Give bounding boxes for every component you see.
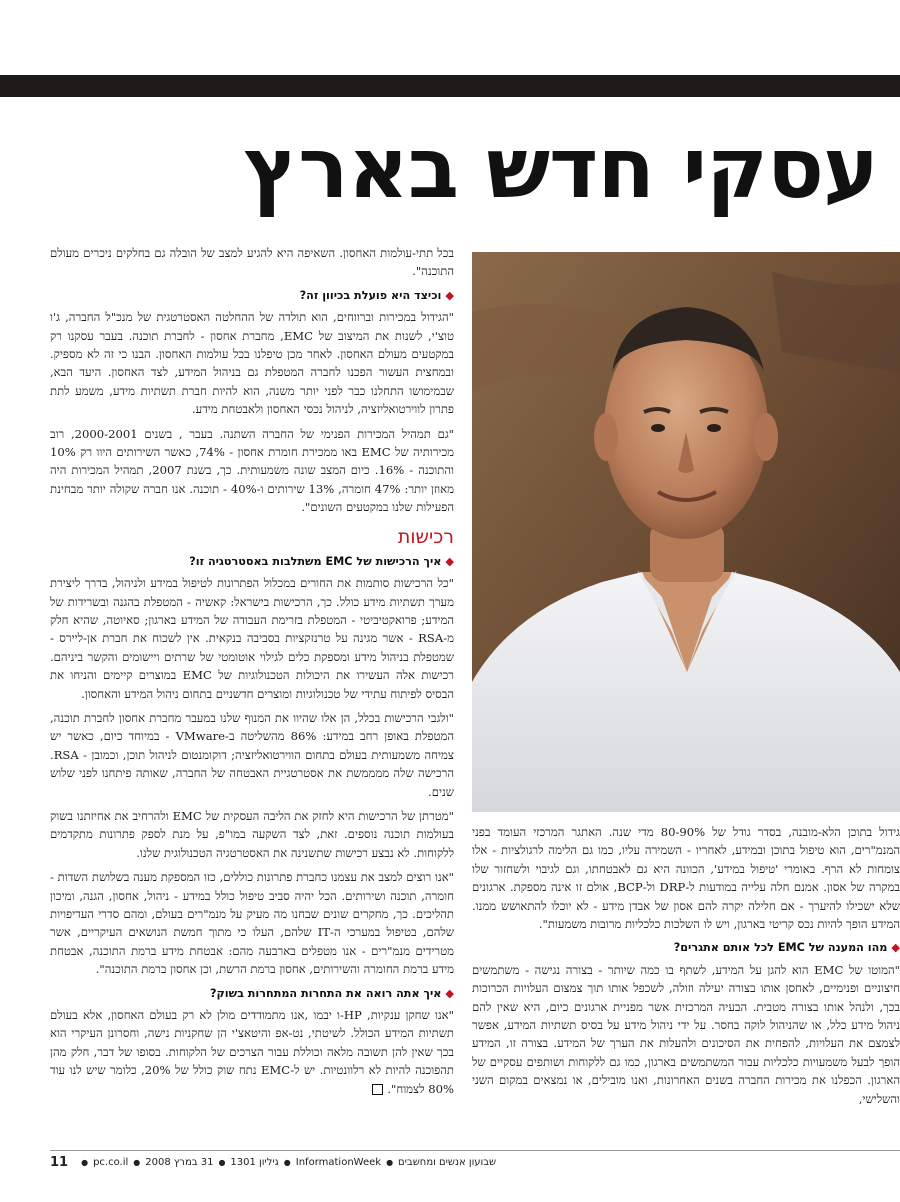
- portrait-illustration: [472, 252, 900, 812]
- paragraph: "ולגבי הרכישות בכלל, הן אלו שהיוו את המנוף שלנו במעבר מחברת אחסון לחברת תוכנה, המטפלת באופן רחב במידע: 86% מהשליטה ב-VMware - במיוחד כיום, כאשר יש צמיחה משמעותית בעולם בתחום הווירטואליזציה; דוקומנטום לניהול תוכן, וכמובן - RSA. הרכישה שלה ממממשת את אסטרטגיית האבטחה של החברה, שאותה פיתחנו לפני שלוש שנים.: [50, 710, 454, 799]
- bullet-separator-icon: ●: [133, 1157, 141, 1167]
- diamond-bullet-icon: ◆: [445, 986, 454, 1000]
- left-column: [50, 244, 454, 1142]
- paragraph: בכל תתי-עולמות האחסון. השאיפה היא להגיע למצב של הובלה גם בחלקים ניכרים מעולם התוכנה".: [50, 246, 454, 279]
- diamond-bullet-icon: ◆: [445, 288, 454, 302]
- page-footer: [50, 1150, 900, 1174]
- question: ◆וכיצד היא פועלת בכיוון זה?: [299, 288, 454, 302]
- right-column: [472, 823, 900, 1141]
- bullet-separator-icon: ●: [386, 1157, 394, 1167]
- paragraph: גידול בתוכן הלא-מובנה, בסדר גודל של 80-90% מדי שנה. האתגר המרכזי העומד בפני המנמ"רים, הוא טיפול בתוכן ובמידע, לאחריו - השמירה עליו, כמו גם הלימה לרגולציות - אלו צומחות לא הרף. באומרי 'טיפול במידע', הכוונה היא גם לאבטחתו, וגם לגיבוי ולשחזור שלו במקרה של אסון. אמנם חלה עלייה במודעות ל-DRP ול-BCP, אולם זו אינה מספקת. ארגונים שלא ישכילו להיערך - אם חלילה יקרה להם אסון של אבדן מידע - לא יוכלו להתאושש ממנו. המידע הופך להיות נכס קריטי בארגון, ויש לו השלכות כלכליות מרובות משמעות".: [472, 825, 900, 932]
- issue-date: 31 במרץ 2008: [145, 1156, 214, 1168]
- paragraph: "כל הרכישות סותמות את החורים במכלול הפתרונות לטיפול במידע ולניהול, בדרך ליצירת מערך תשתיות מידע כולל. כך, הרכישות בישראל: קאשיה - המטפלת בהגנה ובשרידות של המידע; פרואקטיביטי - המטפלת בזרימת העבודה של המידע בארגון; סאיוטה, שהיא חלק מ-RSA - אשר מגינה על טרנזקציות בסביבה בנקאית. אין לשכוח את חברת אן-ליירס - שמטפלת בניהול מידע ומספקת כלים לגילוי אוטומטי של שרתים ויישומים והקשר ביניהם. רכישות אלה העשירו את היכולות הטכנולוגיות של EMC במוצרים קיימים והניחו את הבסיס לפיתוח עתידי של טכנולוגיות ומוצרים חדשניים בתחום ניהול המידע והאחסון.: [50, 576, 454, 701]
- end-of-article-icon: [372, 1084, 383, 1095]
- brand-name: InformationWeek: [295, 1156, 382, 1168]
- portrait-photo: [472, 252, 900, 812]
- bullet-separator-icon: ●: [81, 1157, 89, 1167]
- paragraph: "אנו שחקן ענקיות, HP-ו יבמו ,אנו מתמודדים מולן לא רק בעולם האחסון, אלא בעולם תשתיות המידע הכולל. לשיטתי, נט-אפ והיטאצ'י הן שחקניות נישה, וחסרונן העיקרי הוא בכך שאין להן תשובה מלאה וכוללת עבור הצרכים של הלקוחות. בסופו של דבר, חלק מהן תהפוכנה להיות לא רלוונטיות. יש ל-EMC נתח שוק כולל של 20%, כלומר שיש לנו עוד 80% לצמוח".: [50, 1008, 454, 1096]
- paragraph: "מטרתן של הרכישות היא לחזק את הליבה העסקית של EMC ולהרחיב את אחיזתנו בשוק בעולמות תוכנה נוספים. זאת, לצד השקעה במו"פ, על מנת לספק פתרונות מתקדמים ללקוחות. לא נבצע רכישות שתשנינה את האסטרטגיה הטכנולוגית שלנו.: [50, 808, 454, 860]
- paragraph: "אנו רוצים למצב את עצמנו כחברת פתרונות כוללים, כזו המספקת מענה בשלושת השדות - חומרה, תוכנה ושירותים. הכל יהיה סביב טיפול כולל במידע - ניהול, אחסון, הגנה, ומיכון תהליכים. כך, מחקרים שונים שבחנו מה מעיק על מנמ"רים בעולם, ומהם סדרי העדיפויות שלהם, בטיפול במערכי ה-IT שלהם, העלו כי מתוך חמשת הנושאים העיקריים, אשר מטרידים מנמ"רים - אנו מטפלים בארבעה מהם: אבטחת מידע ברמת התוכנה, אבטחת מידע ברמת החומרה והשירותים, אחסון ברמת הרשת, וכן אחסון ברמת התוכנה".: [50, 870, 454, 977]
- diamond-bullet-icon: ◆: [891, 941, 900, 955]
- header-bar: [0, 75, 900, 97]
- publication-name: שבועון אנשים ומחשבים: [398, 1156, 497, 1168]
- page-number: 11: [50, 1154, 69, 1170]
- paragraph: "הגידול במכירות וברווחים, הוא תולדה של ההחלטה האסטרטגית של מנכ"ל החברה, ג'ו טוצ'י, לשנות את המיצוב של EMC, מחברת אחסון - לחברת תוכנה. בעבר עסקנו רק במקטעים מעולם האחסון. לאחר מכן טיפלנו בכל עולמות האחסון. הבנו כי זה לא מספיק. ובמחצית העשור הפכנו לחברה המטפלת גם בניהול המידע, לצד האחסון. היעד הבא, שבמימושו התחלנו כבר לפני יותר משנה, הוא להיות חברת תשתיות מידע, משמע לתת פתרון לווירטואליזציה, לניהול נכסי האחסון ולאבטחת מידע.: [50, 310, 454, 417]
- paragraph: "גם תמהיל המכירות הפנימי של החברה השתנה. בעבר , בשנים 2000-2001, רוב מכירותיה של EMC באו ממכירת חומרת אחסון - 74%, כאשר השירותים היוו רק 10% והתוכנה - 16%. כיום המצב שונה משמעותית. כך, בשנת 2007, תמהיל המכירות היה מאוזן יותר: 47% חומרה, 13% שירותים ו-40% - תוכנה. אנו חברה שקולה יותר מבחינת הפעילות שלנו במקטעים השונים".: [50, 426, 454, 515]
- section-title: רכישות: [397, 525, 454, 548]
- diamond-bullet-icon: ◆: [445, 554, 454, 568]
- bullet-separator-icon: ●: [218, 1157, 226, 1167]
- issue-number: גיליון 1301: [230, 1156, 279, 1168]
- headline: עסקי חדש בארץ: [243, 119, 878, 217]
- footer-divider: [50, 1150, 900, 1151]
- question: ◆מהו המענה של EMC לכל אותם אתגרים?: [673, 941, 900, 955]
- paragraph: "המוטו של EMC הוא להגן על המידע, לשתף בו כמה שיותר - בצורה נגישה - משתמשים חיצוניים ופנימיים, לאחסן אותו בצורה יעילה וזולה, לשכפל אותו תוך צמצום העלויות הכרוכות בכך, ולנהל אותו בצורה מטבית. הבעיה המרכזית אשר מפניית ארגונים כיום, היא שאין להם ניהול מידע כלל, או שהניהול לוקה בחסר. על ידי ניהול מידע על בסיס תשתיות המידע, אפשר לצמצם את העלויות, להפחית את הסיכונים ולהעלות את הערך של המידע. בצורה זו, המידע הופך לבעל משמעויות כלכליות עבור המשתמשים בארגון, כמו גם ללקוחות ושותפים עסקיים של הארגון. הכפלנו את מכירות החברה בשנים האחרונות, ואנו מובילים, או נמצאים במקום השני והשלישי,: [472, 962, 900, 1106]
- website: pc.co.il: [93, 1156, 129, 1168]
- question: ◆איך אתה רואה את התחרות המתחרות בשוק?: [210, 986, 454, 1000]
- question: ◆איך הרכישות של EMC משתלבות באסטרטגיה זו?: [189, 554, 454, 568]
- bullet-separator-icon: ●: [283, 1157, 291, 1167]
